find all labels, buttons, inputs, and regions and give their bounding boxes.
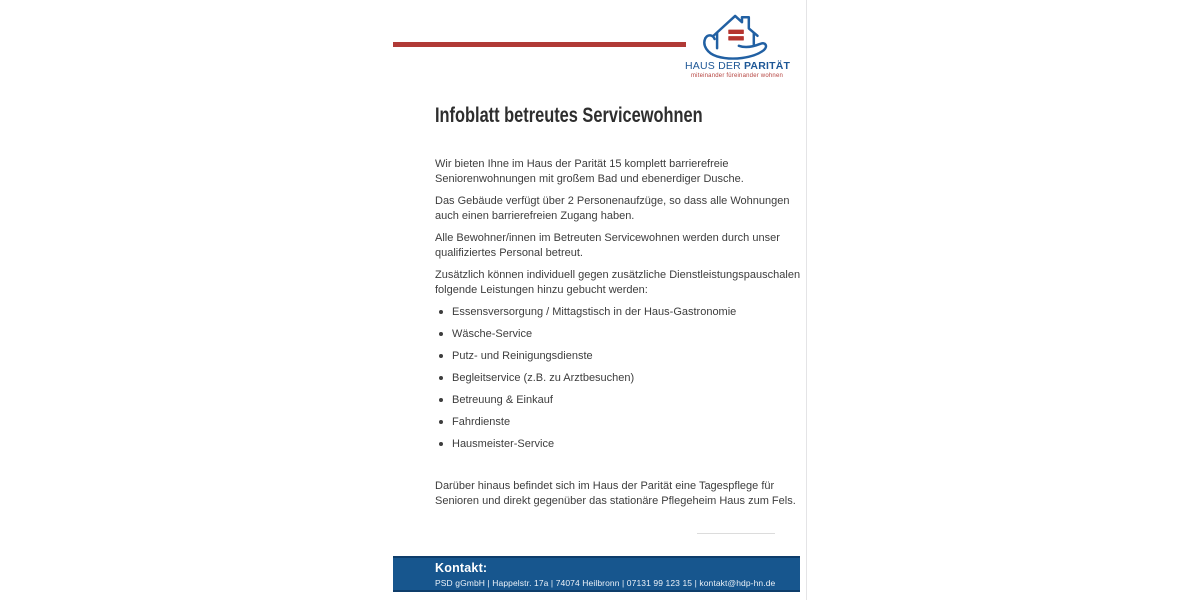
bullet-icon (439, 332, 443, 336)
logo-tagline: miteinander füreinander wohnen (690, 73, 784, 79)
header-accent-rule (393, 42, 686, 47)
contact-footer (393, 556, 800, 592)
paragraph-services-intro: Zusätzlich können individuell gegen zusätzliche Dienstleistungspauschalen folgende Leistungen hinzu gebucht werden: (435, 269, 801, 296)
bullet-icon (439, 398, 443, 402)
list-item: Wäsche-Service (439, 327, 805, 342)
document-page (393, 0, 800, 600)
house-in-hand-icon (685, 6, 789, 62)
list-item: Essensversorgung / Mittagstisch in der Haus-Gastronomie (439, 305, 805, 320)
list-item: Betreuung & Einkauf (439, 393, 805, 408)
list-item: Fahrdienste (439, 415, 805, 430)
list-item: Begleitservice (z.B. zu Arztbesuchen) (439, 371, 805, 386)
bullet-icon (439, 442, 443, 446)
haus-der-paritaet-logo (685, 6, 789, 79)
list-item: Hausmeister-Service (439, 437, 805, 452)
logo-wordmark: HAUS DER PARITÄT (685, 60, 791, 72)
bullet-icon (439, 376, 443, 380)
page-title: Infoblatt betreutes Servicewohnen (435, 104, 703, 127)
bullet-icon (439, 354, 443, 358)
footer-contact-line: PSD gGmbH | Happelstr. 17a | 74074 Heilbronn | 07131 99 123 15 | kontakt@hdp-hn.de (435, 578, 776, 588)
footer-heading: Kontakt: (435, 561, 488, 575)
bullet-icon (439, 310, 443, 314)
paragraph-care: Alle Bewohner/innen im Betreuten Servicewohnen werden durch unser qualifiziertes Personal betreut. (435, 232, 780, 259)
document-body (435, 102, 805, 509)
paragraph-intro: Wir bieten Ihne im Haus der Parität 15 komplett barrierefreie Seniorenwohnungen mit großem Bad und ebenerdiger Dusche. (435, 158, 744, 185)
paragraph-closing: Darüber hinaus befindet sich im Haus der Parität eine Tagespflege für Senioren und direkt gegenüber das stationäre Pflegeheim Haus zum Fels. (435, 480, 796, 507)
page-edge-line (806, 0, 807, 600)
services-list (435, 305, 805, 452)
paragraph-building: Das Gebäude verfügt über 2 Personenaufzüge, so dass alle Wohnungen auch einen barrierefreien Zugang haben. (435, 195, 790, 222)
bullet-icon (439, 420, 443, 424)
scan-artifact-line (697, 533, 775, 534)
list-item: Putz- und Reinigungsdienste (439, 349, 805, 364)
